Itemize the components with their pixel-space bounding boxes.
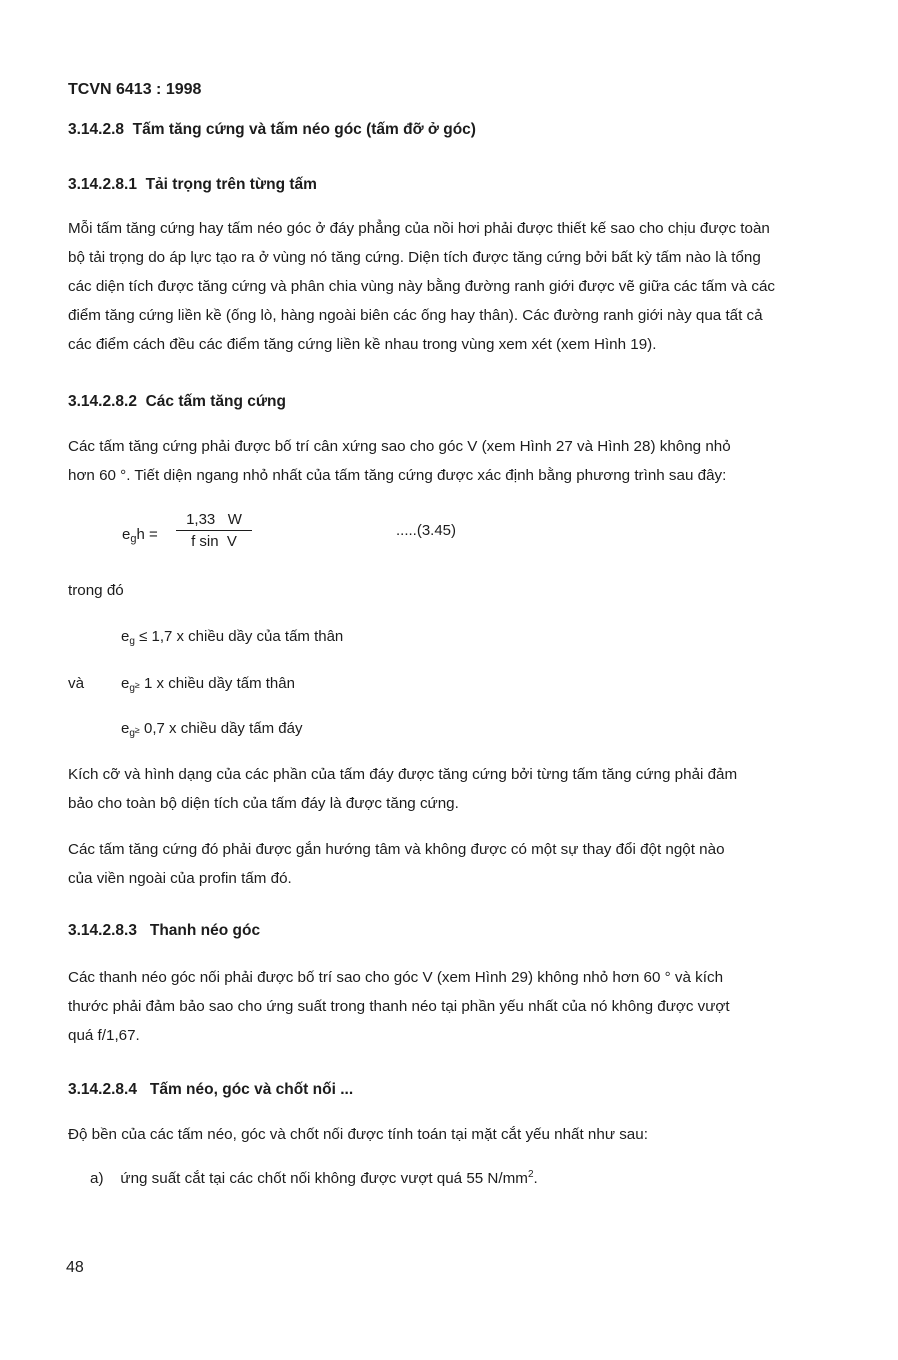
section-heading-3-14-2-8	[68, 121, 476, 139]
text-line: quá f/1,67.	[68, 1027, 140, 1044]
section-number: 3.14.2.8.3	[68, 922, 137, 939]
text-line: Kích cỡ và hình dạng của các phần của tấm đáy được tăng cứng bởi từng tấm tăng cứng phải đảm	[68, 766, 738, 783]
condition-variable: e	[121, 720, 130, 737]
condition-variable: e	[121, 675, 130, 692]
list-item-label: a)	[90, 1170, 104, 1188]
list-item-end: .	[533, 1170, 538, 1188]
condition-operator: ≥	[134, 725, 140, 735]
section-heading-3-14-2-8-1	[68, 176, 317, 194]
where-label: trong đó	[68, 582, 124, 599]
section-title: Các tấm tăng cứng	[145, 393, 286, 410]
text-line: Các tấm tăng cứng đó phải được gắn hướng tâm và không được có một sự thay đổi đột ngột nào	[68, 841, 725, 858]
section-heading-3-14-2-8-2	[68, 393, 286, 411]
formula-variable-e: e	[122, 526, 131, 543]
condition-subscript: g	[129, 636, 135, 647]
section-heading-3-14-2-8-4	[68, 1081, 353, 1099]
text-line: thước phải đảm bảo sao cho ứng suất trong thanh néo tại phần yếu nhất của nó không được vượt	[68, 998, 730, 1015]
condition-3	[121, 720, 302, 739]
formula-numerator: 1,33 W	[176, 511, 252, 531]
text-line: bảo cho toàn bộ diện tích của tấm đáy là được tăng cứng.	[68, 795, 459, 812]
section-title: Thanh néo góc	[149, 922, 261, 939]
formula-lhs	[122, 526, 158, 545]
and-label: và	[68, 675, 85, 692]
superscript: 2	[527, 1169, 534, 1180]
paragraph-load-per-plate	[68, 214, 830, 359]
condition-2	[121, 675, 295, 694]
text-line: hơn 60 °. Tiết diện ngang nhỏ nhất của tấm tăng cứng được xác định bằng phương trình sau đây:	[68, 467, 727, 484]
text-line: Các tấm tăng cứng phải được bố trí cân xứng sao cho góc V (xem Hình 27 và Hình 28) không nhỏ	[68, 438, 731, 455]
condition-text: 1 x chiều dầy tấm thân	[144, 675, 295, 692]
text-line: điểm tăng cứng liền kề (ống lò, hàng ngoài biên các ống hay thân). Các đường ranh giới này qua tất cả	[68, 307, 763, 324]
condition-variable: e	[121, 628, 130, 645]
section-number: 3.14.2.8	[68, 121, 125, 138]
condition-text: 1,7 x chiều dầy của tấm thân	[151, 628, 344, 645]
paragraph-strength: Độ bền của các tấm néo, góc và chốt nối được tính toán tại mặt cắt yếu nhất như sau:	[68, 1126, 648, 1143]
formula-subscript: g	[130, 533, 137, 545]
page-number: 48	[66, 1259, 84, 1276]
paragraph-gusset-stays	[68, 963, 830, 1050]
condition-operator: ≤	[139, 628, 148, 645]
section-number: 3.14.2.8.2	[68, 393, 137, 410]
text-line: của viền ngoài của profin tấm đó.	[68, 870, 292, 887]
section-title: Tải trọng trên từng tấm	[145, 176, 317, 193]
text-line: các điểm cách đều các điểm tăng cứng liền kề nhau trong vùng xem xét (xem Hình 19).	[68, 336, 657, 353]
text-line: Các thanh néo góc nối phải được bố trí sao cho góc V (xem Hình 29) không nhỏ hơn 60 ° và kích	[68, 969, 724, 986]
section-heading-3-14-2-8-3	[68, 922, 260, 940]
section-number: 3.14.2.8.1	[68, 176, 137, 193]
text-line: bộ tải trọng do áp lực tạo ra ở vùng nó tăng cứng. Diện tích được tăng cứng bởi bất kỳ tấm nào là tổng	[68, 249, 761, 266]
condition-subscript: g	[129, 728, 135, 739]
formula-fraction	[176, 511, 252, 550]
formula-lhs-rest: h =	[136, 526, 158, 543]
text-line: các diện tích được tăng cứng và phân chia vùng này bằng đường ranh giới được vẽ giữa các tấm và các	[68, 278, 775, 295]
condition-subscript: g	[129, 683, 135, 694]
condition-1	[121, 628, 343, 647]
condition-operator: ≥	[134, 680, 140, 690]
standard-code-header: TCVN 6413 : 1998	[68, 81, 202, 98]
section-title: Tấm tăng cứng và tấm néo góc (tấm đỡ ở góc)	[132, 121, 476, 138]
paragraph-plate-size	[68, 760, 830, 818]
paragraph-radial-mounting	[68, 835, 830, 893]
formula-denominator: f sin V	[191, 533, 237, 550]
section-title: Tấm néo, góc và chốt nối ...	[149, 1081, 354, 1098]
paragraph-stiffener-plates	[68, 432, 830, 490]
text-line: Mỗi tấm tăng cứng hay tấm néo góc ở đáy phẳng của nồi hơi phải được thiết kế sao cho chịu được toàn	[68, 220, 770, 237]
section-number: 3.14.2.8.4	[68, 1081, 137, 1098]
list-item-text: ứng suất cắt tại các chốt nối không được vượt quá 55 N/mm	[120, 1170, 528, 1188]
equation-reference: .....(3.45)	[396, 522, 457, 539]
formula-3-45	[122, 511, 272, 556]
condition-text: 0,7 x chiều dầy tấm đáy	[144, 720, 303, 737]
list-item-a	[90, 1169, 538, 1187]
